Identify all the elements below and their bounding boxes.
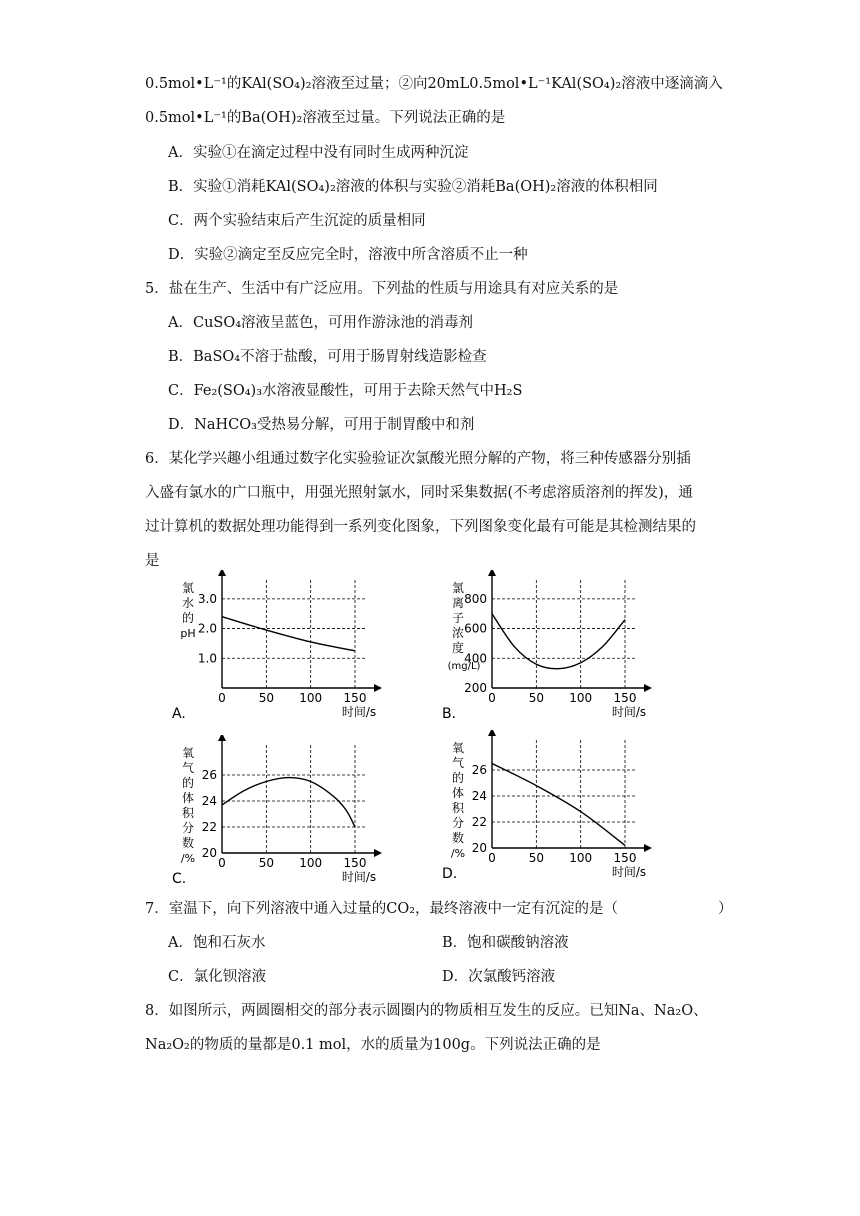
q8-line2: Na₂O₂的物质的量都是0.1 mol，水的质量为100g。下列说法正确的是 [145,1037,601,1053]
q4-option-c: C．两个实验结束后产生沉淀的质量相同 [168,213,426,229]
x-tick-label: 50 [258,856,274,870]
q6-stem-line1: 6．某化学兴趣小组通过数字化实验验证次氯酸光照分解的产物，将三种传感器分别插 [145,451,691,467]
x-tick-label: 150 [343,856,367,870]
y-axis-label-char: pH [180,627,196,640]
x-axis-label: 时间/s [611,865,647,879]
y-tick-label: 20 [471,841,487,855]
y-axis-label-char: 积 [451,801,465,815]
data-curve [222,617,355,651]
y-axis-label-char: 的 [181,611,195,625]
x-tick-label: 100 [569,691,593,705]
data-curve [222,778,355,827]
data-curve [492,614,625,669]
q8-line1: 8．如图所示，两圆圈相交的部分表示圆圈内的物质相互发生的反应。已知Na、Na₂O、 [145,1003,708,1019]
x-axis-arrow [374,849,382,857]
x-tick-label: 0 [488,691,496,705]
chart-b [440,570,680,725]
q5-option-d: D．NaHCO₃受热易分解，可用于制胃酸中和剂 [168,417,475,433]
option-label: A. [172,706,186,722]
q7-option-c: C．氯化钡溶液 [168,969,267,985]
q5-option-c: C．Fe₂(SO₄)₃水溶液显酸性，可用于去除天然气中H₂S [168,383,523,399]
y-axis-label-char: /% [180,852,196,865]
y-axis-label-char: 体 [181,791,195,805]
q7-option-d: D．次氯酸钙溶液 [442,969,556,985]
y-axis-label-char: 氧 [181,746,195,760]
q5-stem: 5．盐在生产、生活中有广泛应用。下列盐的性质与用途具有对应关系的是 [145,281,619,297]
option-label: C. [172,871,187,885]
y-tick-label: 22 [471,815,487,829]
q4-line1: 0.5mol•L⁻¹的KAl(SO₄)₂溶液至过量；②向20mL0.5mol•L⁻¹KAl(SO₄)₂溶液中逐滴滴入 [145,76,723,92]
y-tick-label: 24 [201,794,217,808]
option-label: B. [442,706,457,722]
chart-c [170,735,410,885]
q4-option-d: D．实验②滴定至反应完全时，溶液中所含溶质不止一种 [168,247,528,263]
y-axis-label-char: 子 [451,611,465,625]
q7-stem-end: ） [718,901,733,917]
y-tick-label: 26 [471,763,487,777]
y-axis-label-char: 分 [181,821,195,835]
y-tick-label: 3.0 [197,591,217,606]
y-tick-label: 22 [201,820,217,834]
y-tick-label: 800 [464,591,487,606]
y-axis-arrow [488,730,496,736]
x-tick-label: 50 [528,851,544,865]
y-tick-label: 1.0 [197,651,217,666]
x-axis-label: 时间/s [341,705,377,719]
q7-option-b: B．饱和碳酸钠溶液 [442,935,569,951]
q7-stem-text: 7．室温下，向下列溶液中通入过量的CO₂，最终溶液中一定有沉淀的是（ [145,901,619,917]
x-tick-label: 100 [299,856,323,870]
x-tick-label: 150 [613,691,637,705]
q6-stem-line2: 入盛有氯水的广口瓶中，用强光照射氯水，同时采集数据(不考虑溶质溶剂的挥发)，通 [145,485,693,501]
option-label: D. [442,866,458,882]
y-tick-label: 20 [201,846,217,860]
y-axis-label-char: 氯 [451,581,465,595]
data-curve [492,764,625,846]
x-axis-arrow [644,684,652,692]
x-tick-label: 0 [218,691,226,705]
y-axis-label-unit: (mg/L) [447,661,481,672]
y-tick-label: 24 [471,789,487,803]
x-tick-label: 100 [569,851,593,865]
y-axis-label-char: 的 [451,771,465,785]
q5-option-b: B．BaSO₄不溶于盐酸，可用于肠胃射线造影检查 [168,349,487,365]
x-axis-arrow [644,844,652,852]
y-axis-label-char: 体 [451,786,465,800]
x-axis-arrow [374,684,382,692]
y-axis-label-char: /% [450,847,466,860]
q6-stem-line4: 是 [145,553,160,569]
x-tick-label: 50 [258,691,274,705]
y-axis-arrow [218,570,226,576]
y-axis-label-char: 数 [451,831,465,845]
y-axis-arrow [218,735,226,741]
x-tick-label: 0 [488,851,496,865]
y-axis-label-char: 的 [181,776,195,790]
q4-option-a: A．实验①在滴定过程中没有同时生成两种沉淀 [168,145,469,161]
q4-option-b: B．实验①消耗KAl(SO₄)₂溶液的体积与实验②消耗Ba(OH)₂溶液的体积相同 [168,179,658,195]
y-tick-label: 600 [464,621,487,636]
y-axis-label-char: 气 [181,761,195,775]
chart-a [170,570,410,725]
chart-d [440,730,680,885]
q7-option-a: A．饱和石灰水 [168,935,266,951]
y-axis-label-char: 浓 [451,626,465,640]
x-tick-label: 100 [299,691,323,705]
y-tick-label: 200 [464,681,487,695]
y-axis-label-char: 积 [181,806,195,820]
x-tick-label: 0 [218,856,226,870]
y-axis-label-char: 离 [451,596,465,610]
y-axis-label-char: 分 [451,816,465,830]
y-axis-label-char: 水 [181,596,195,610]
q4-line2: 0.5mol•L⁻¹的Ba(OH)₂溶液至过量。下列说法正确的是 [145,110,506,126]
x-tick-label: 50 [528,691,544,705]
x-tick-label: 150 [343,691,367,705]
y-tick-label: 26 [201,768,217,782]
y-axis-label-char: 数 [181,836,195,850]
y-axis-label-char: 氧 [451,741,465,755]
y-tick-label: 400 [464,651,487,666]
y-axis-label-char: 氯 [181,581,195,595]
q5-option-a: A．CuSO₄溶液呈蓝色，可用作游泳池的消毒剂 [168,315,474,331]
y-tick-label: 2.0 [197,621,217,636]
q6-stem-line3: 过计算机的数据处理功能得到一系列变化图象，下列图象变化最有可能是其检测结果的 [145,519,696,535]
y-axis-arrow [488,570,496,576]
x-axis-label: 时间/s [611,705,647,719]
y-axis-label-char: 度 [451,641,465,655]
q7-stem [145,897,733,918]
x-tick-label: 150 [613,851,637,865]
y-axis-label-char: 气 [451,756,465,770]
x-axis-label: 时间/s [341,870,377,884]
